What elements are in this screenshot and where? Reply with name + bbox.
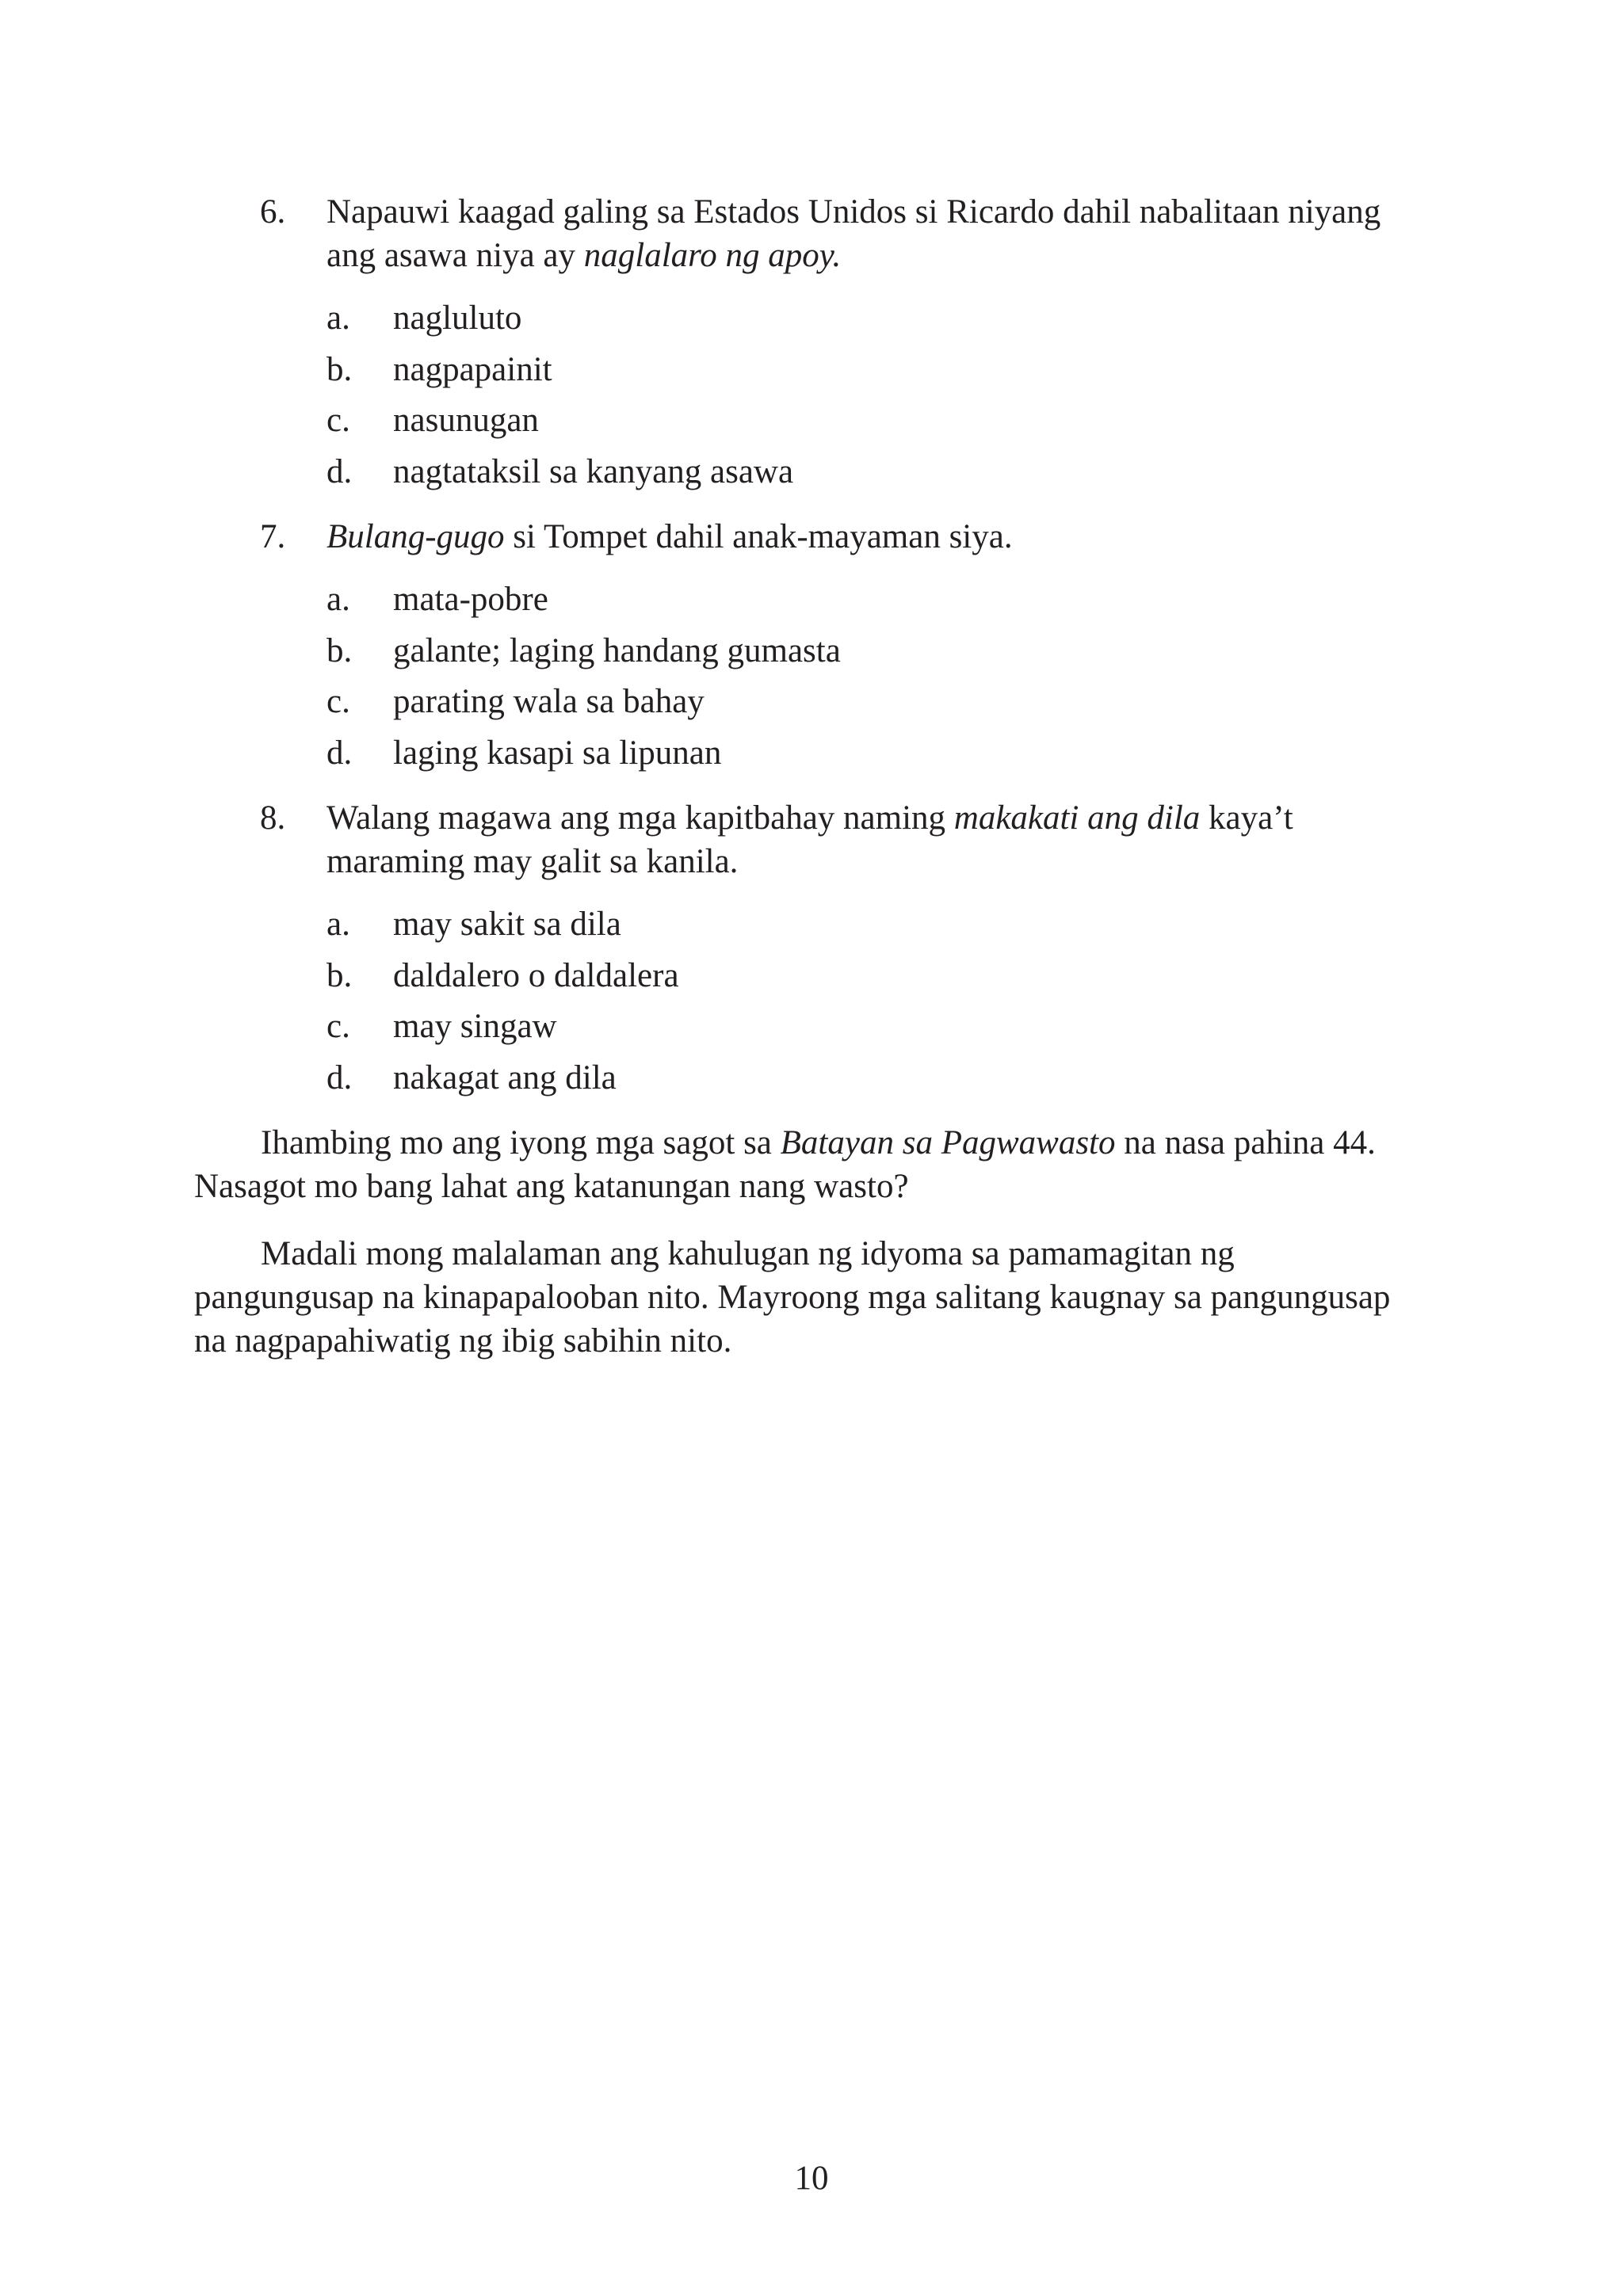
question-text: Walang magawa ang mga kapitbahay naming makakati ang dila kaya’t maraming may galit sa kanila. [327, 799, 1293, 880]
choice-letter: d. [327, 1058, 353, 1097]
choice-letter: b. [327, 631, 353, 669]
choice-letter: c. [327, 683, 350, 720]
idiom-italic: Bulang-gugo [327, 518, 505, 555]
choice-text: nakagat ang dila [393, 1058, 617, 1097]
question-text: Napauwi kaagad galing sa Estados Unidos si Ricardo dahil nabalitaan niyang ang asawa niya ay naglalaro ng apoy. [327, 193, 1381, 274]
choice-list [260, 293, 1409, 498]
choice-item [327, 574, 1409, 626]
choice-item [327, 293, 1409, 345]
question-stem [260, 190, 1409, 277]
choice-list [260, 574, 1409, 779]
choice-letter: c. [327, 1008, 350, 1045]
choice-item [327, 447, 1409, 498]
choice-text: nagtataksil sa kanyang asawa [393, 452, 794, 490]
choice-item [327, 728, 1409, 780]
choice-item [327, 951, 1409, 1002]
choice-item [327, 626, 1409, 677]
choice-letter: d. [327, 452, 353, 490]
choice-text: galante; laging handang gumasta [393, 631, 841, 669]
choice-text: laging kasapi sa lipunan [393, 734, 722, 772]
choice-letter: b. [327, 956, 353, 994]
choice-item [327, 1053, 1409, 1104]
choice-item [327, 677, 1409, 728]
choice-text: nasunugan [393, 402, 539, 439]
choice-letter: d. [327, 734, 353, 772]
page-number: 10 [794, 2160, 829, 2197]
idiom-italic: naglalaro ng apoy. [583, 237, 842, 274]
question-number: 6. [260, 193, 286, 231]
choice-text: daldalero o daldalera [393, 956, 679, 994]
choice-letter: b. [327, 350, 353, 388]
choice-letter: a. [327, 906, 350, 943]
question-7 [260, 515, 1409, 779]
choice-item [327, 899, 1409, 951]
question-8 [260, 796, 1409, 1104]
question-number: 8. [260, 799, 286, 837]
choice-text: may singaw [393, 1008, 557, 1045]
choice-text: may sakit sa dila [393, 906, 621, 943]
choice-text: nagpapainit [393, 350, 552, 388]
choice-letter: a. [327, 299, 350, 337]
choice-item [327, 345, 1409, 396]
explanation-paragraph: Madali mong malalaman ang kahulugan ng idyoma sa pamamagitan ng pangungusap na kinapapalooban nito. Mayroong mga salitang kaugnay sa pangungusap na nagpapahiwatig ng ibig sabihin nito. [194, 1235, 1391, 1360]
choice-text: parating wala sa bahay [393, 683, 705, 720]
reference-italic: Batayan sa Pagwawasto [780, 1124, 1116, 1161]
choice-item [327, 1001, 1409, 1053]
question-stem [260, 796, 1409, 883]
question-stem [260, 515, 1409, 559]
question-text: Bulang-gugo si Tompet dahil anak-mayaman siya. [327, 518, 1013, 555]
idiom-italic: makakati ang dila [953, 799, 1201, 837]
choice-text: nagluluto [393, 299, 522, 337]
choice-text: mata-pobre [393, 581, 548, 618]
question-number: 7. [260, 518, 286, 555]
instruction-paragraph: Ihambing mo ang iyong mga sagot sa Batayan sa Pagwawasto na nasa pahina 44. Nasagot mo bang lahat ang katanungan nang wasto? [194, 1124, 1376, 1205]
question-6 [260, 190, 1409, 498]
choice-item [327, 395, 1409, 447]
choice-letter: a. [327, 581, 350, 618]
choice-list [260, 899, 1409, 1104]
choice-letter: c. [327, 402, 350, 439]
